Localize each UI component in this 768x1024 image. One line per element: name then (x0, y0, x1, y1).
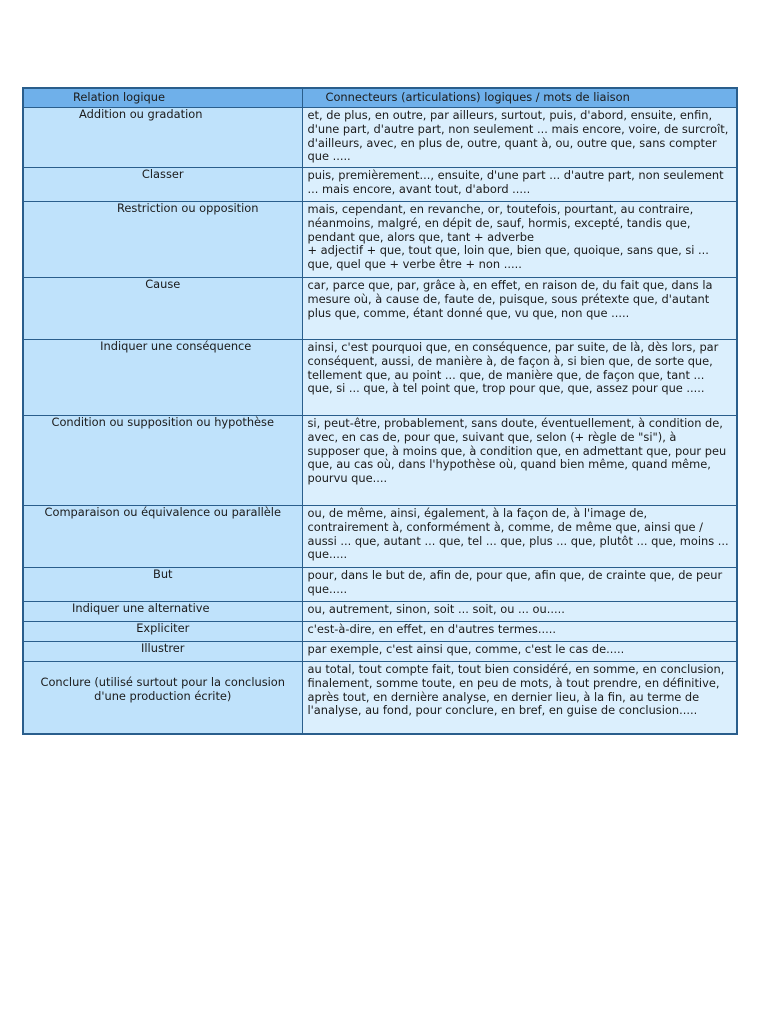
relation-cell: Indiquer une alternative (23, 602, 302, 622)
connectors-cell: au total, tout compte fait, tout bien considéré, en somme, en conclusion, finalement, somme toute, en peu de mots, à tout prendre, en définitive, après tout, en dernière analyse, en dernier lieu, à la fin, au terme de l'analyse, au fond, pour conclure, en bref, en guise de conclusion..... (302, 662, 737, 734)
header-relation: Relation logique (23, 88, 302, 108)
table-row (23, 602, 737, 622)
table-row (23, 340, 737, 416)
table-row (23, 108, 737, 168)
table-row (23, 506, 737, 568)
relation-cell: Expliciter (23, 622, 302, 642)
relation-cell: Condition ou supposition ou hypothèse (23, 416, 302, 506)
relation-cell: Restriction ou opposition (23, 202, 302, 278)
connectors-cell: puis, premièrement..., ensuite, d'une part ... d'autre part, non seulement ... mais encore, avant tout, d'abord ..... (302, 168, 737, 202)
connectors-cell: et, de plus, en outre, par ailleurs, surtout, puis, d'abord, ensuite, enfin, d'une part, d'autre part, non seulement ... mais encore, voire, de surcroît, d'ailleurs, avec, en plus de, outre, quant à, ou, outre que, sans compter que ..... (302, 108, 737, 168)
connectors-table (22, 87, 738, 735)
table-row (23, 278, 737, 340)
connectors-cell: ainsi, c'est pourquoi que, en conséquence, par suite, de là, dès lors, par conséquent, aussi, de manière à, de façon à, si bien que, de sorte que, tellement que, au point ... que, de manière que, de façon que, tant ... que, si ... que, à tel point que, trop pour que, que, assez pour que ..... (302, 340, 737, 416)
connectors-cell: si, peut-être, probablement, sans doute, éventuellement, à condition de, avec, en cas de, pour que, suivant que, selon (+ règle de "si"), à supposer que, à moins que, à condition que, en admettant que, pour peu que, au cas où, dans l'hypothèse où, quand bien même, quand même, pourvu que.... (302, 416, 737, 506)
connectors-cell: ou, de même, ainsi, également, à la façon de, à l'image de, contrairement à, conformément à, comme, de même que, ainsi que / aussi ... que, autant ... que, tel ... que, plus ... que, plutôt ... que, moins ... que..... (302, 506, 737, 568)
connectors-cell: c'est-à-dire, en effet, en d'autres termes..... (302, 622, 737, 642)
relation-cell: Indiquer une conséquence (23, 340, 302, 416)
connectors-cell: mais, cependant, en revanche, or, toutefois, pourtant, au contraire, néanmoins, malgré, en dépit de, sauf, hormis, excepté, tandis que, pendant que, alors que, tant + adverbe + adjectif + que, tout que, loin que, bien que, quoique, sans que, si ... que, quel que + verbe être + non ..... (302, 202, 737, 278)
connectors-cell: par exemple, c'est ainsi que, comme, c'est le cas de..... (302, 642, 737, 662)
header-connectors: Connecteurs (articulations) logiques / mots de liaison (302, 88, 737, 108)
table-row (23, 416, 737, 506)
connectors-cell: ou, autrement, sinon, soit ... soit, ou ... ou..... (302, 602, 737, 622)
table-row (23, 622, 737, 642)
table-row (23, 568, 737, 602)
connectors-cell: pour, dans le but de, afin de, pour que, afin que, de crainte que, de peur que..... (302, 568, 737, 602)
table-header-row (23, 88, 737, 108)
relation-cell: Conclure (utilisé surtout pour la conclusion d'une production écrite) (23, 662, 302, 734)
table-row (23, 168, 737, 202)
relation-cell: Comparaison ou équivalence ou parallèle (23, 506, 302, 568)
table-row (23, 642, 737, 662)
table-row (23, 202, 737, 278)
relation-cell: Illustrer (23, 642, 302, 662)
connectors-cell: car, parce que, par, grâce à, en effet, en raison de, du fait que, dans la mesure où, à cause de, faute de, puisque, sous prétexte que, d'autant plus que, comme, étant donné que, vu que, non que ..... (302, 278, 737, 340)
relation-cell: Addition ou gradation (23, 108, 302, 168)
table-row (23, 662, 737, 734)
relation-cell: But (23, 568, 302, 602)
relation-cell: Classer (23, 168, 302, 202)
relation-cell: Cause (23, 278, 302, 340)
